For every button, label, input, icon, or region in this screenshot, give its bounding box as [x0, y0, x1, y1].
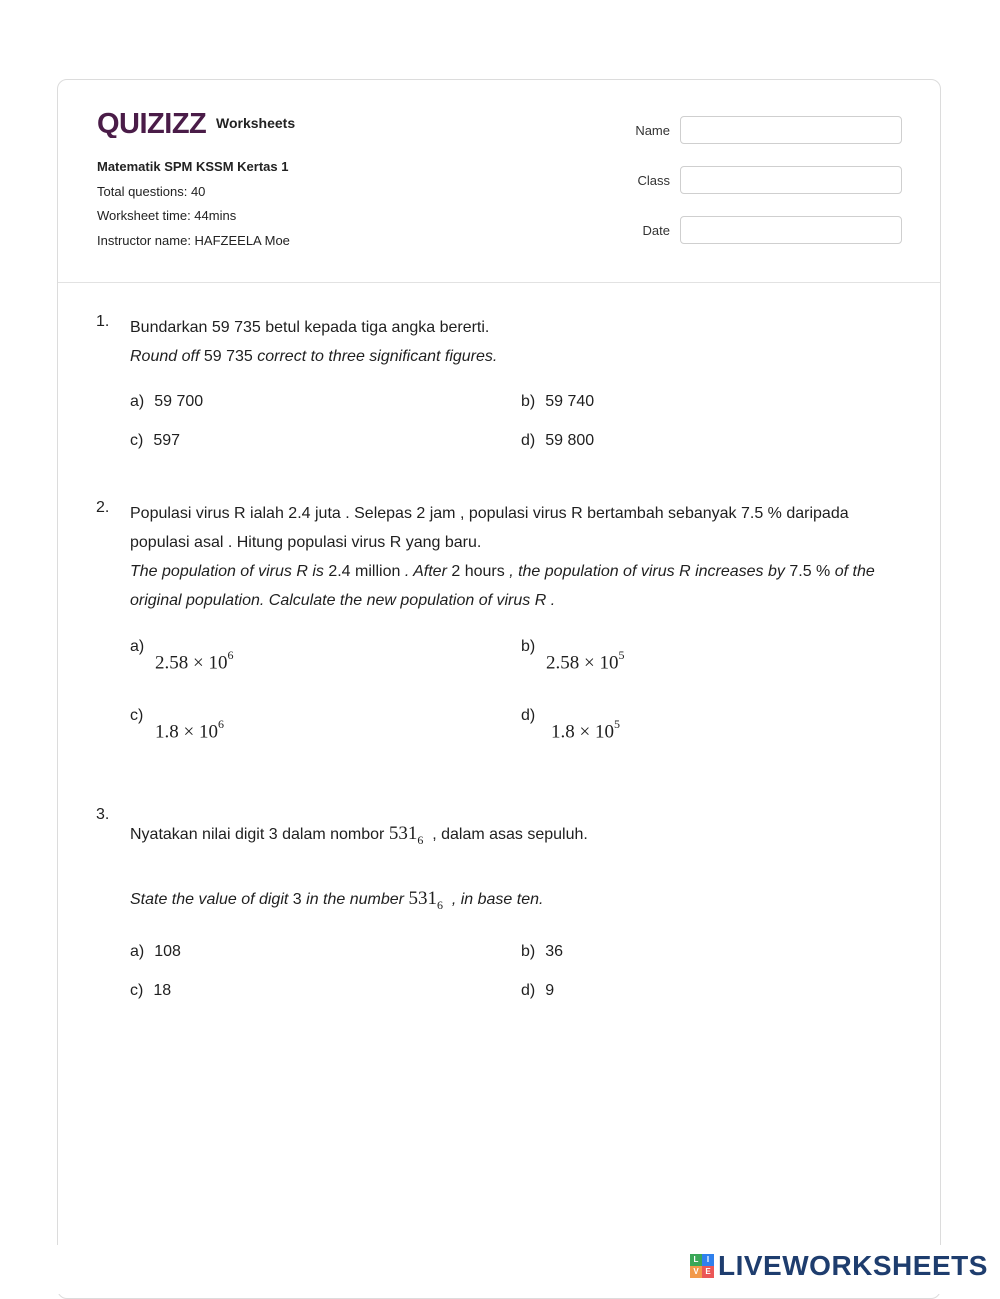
- worksheets-label: Worksheets: [216, 115, 296, 131]
- option-a[interactable]: a) 59 700: [130, 393, 204, 410]
- class-input[interactable]: [680, 166, 902, 194]
- worksheet-time: Worksheet time: 44mins: [97, 208, 237, 223]
- math-number: $531_6$: [388, 823, 424, 847]
- question-number: 3.: [96, 806, 110, 823]
- option-c[interactable]: c) 597: [130, 432, 181, 449]
- instructor-name: Instructor name: HAFZEELA Moe: [97, 232, 290, 248]
- question-text-ms: Populasi virus R ialah 2.4 juta . Selepas 2 jam , populasi virus R bertambah sebanyak 7.5 % daripada populasi asal . Hitung populasi virus R yang baru.: [130, 505, 849, 551]
- math-expression: $1.8 \times 10^5$: [551, 717, 620, 743]
- date-label: Date: [642, 222, 670, 238]
- date-input[interactable]: [680, 216, 902, 244]
- worksheet-meta: [97, 159, 290, 257]
- date-field-row: [602, 215, 902, 245]
- option-c[interactable]: c) 18: [130, 982, 172, 999]
- worksheet-card: [57, 79, 941, 1299]
- question-number: 2.: [96, 499, 110, 516]
- question-text-ms: Bundarkan 59 735 betul kepada tiga angka bererti.: [130, 319, 490, 336]
- question-text-ms: Nyatakan nilai digit 3 dalam nombor $531_6$ , dalam asas sepuluh.: [130, 823, 588, 847]
- option-a[interactable]: a) 108: [130, 943, 181, 960]
- option-d[interactable]: d) 9: [521, 982, 555, 999]
- class-label: Class: [637, 172, 670, 188]
- liveworksheets-text: LIVEWORKSHEETS: [718, 1250, 988, 1281]
- question-text: [130, 499, 890, 615]
- svg-text:QUIZIZZ: QUIZIZZ: [97, 108, 207, 138]
- math-expression: $2.58 \times 10^5$: [546, 648, 625, 674]
- worksheet-header: [58, 80, 940, 283]
- option-b[interactable]: b) 59 740: [521, 393, 595, 410]
- total-questions: Total questions: 40: [97, 183, 206, 199]
- question-text-en: Round off 59 735 correct to three significant figures.: [130, 348, 498, 365]
- math-expression: $1.8 \times 10^6$: [155, 717, 224, 743]
- math-expression: $2.58 \times 10^6$: [155, 648, 234, 674]
- name-label: Name: [635, 122, 670, 138]
- question-text: [130, 313, 890, 371]
- name-input[interactable]: [680, 116, 902, 144]
- worksheet-title: Matematik SPM KSSM Kertas 1: [97, 159, 289, 174]
- question-text-en: The population of virus R is 2.4 million . After 2 hours , the population of virus R increases by 7.5 % of the original population. Calculate the new population of virus R .: [130, 563, 875, 609]
- quizizz-logo: [97, 108, 207, 138]
- student-fields: [602, 115, 902, 265]
- question-number: 1.: [96, 313, 110, 330]
- question-text-en: State the value of digit 3 in the number $531_6$ , in base ten.: [130, 887, 544, 912]
- option-d[interactable]: d) 59 800: [521, 432, 595, 449]
- class-field-row: [602, 165, 902, 195]
- name-field-row: [602, 115, 902, 145]
- math-number: $531_6$: [408, 887, 443, 912]
- liveworksheets-logo[interactable]: [690, 1250, 988, 1282]
- brand-row: [97, 108, 295, 138]
- option-b[interactable]: b) 36: [521, 943, 564, 960]
- liveworksheets-icon: L I V E: [690, 1254, 714, 1278]
- question-text: [130, 819, 890, 920]
